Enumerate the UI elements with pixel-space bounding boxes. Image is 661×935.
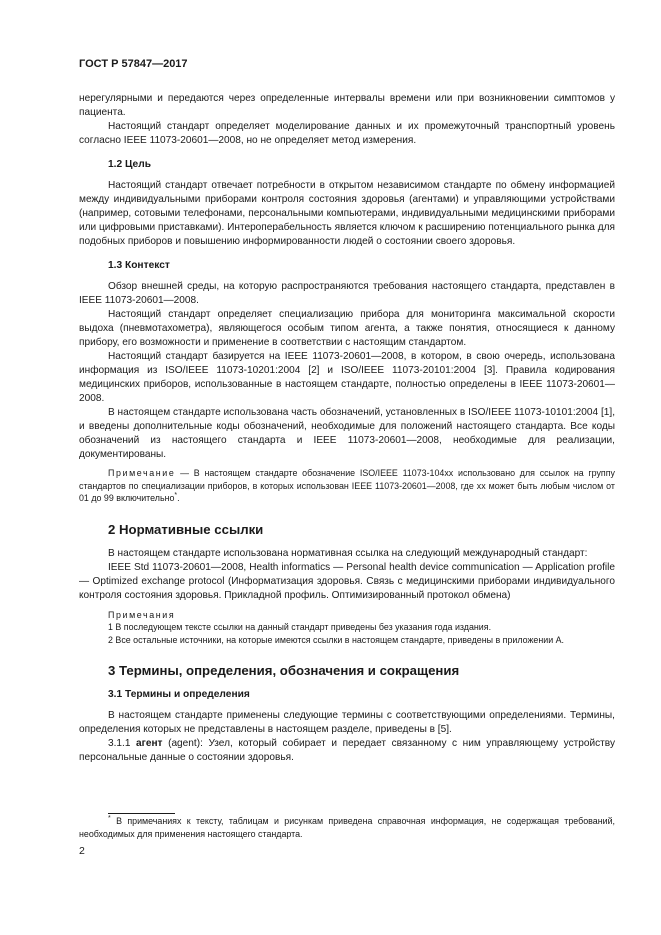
section-1-2-paragraph: Настоящий стандарт отвечает потребности в открытом независимом стандарте по обмену информацией между индивидуальными приборами контроля состояния здоровья (агентами) и управляющими устройствами (например, сотовыми телефонами, персональными компьютерами, индивидуальными медицинскими приборами или цифровыми приставками). Интероперабельность является ключом к расширению потенциального рынка для подобных приборов и повышению информированности людей о состоянии своего здоровья. [79,180,615,247]
footnote-reference-mark[interactable]: * [174,492,178,500]
footnote-mark: * [108,815,111,823]
document-page [79,58,615,765]
section-2-paragraph-1: В настоящем стандарте использована нормативная ссылка на следующий международный стандарт: [108,547,588,559]
intro-paragraph-2: Настоящий стандарт определяет моделирование данных и их промежуточный транспортный уровень согласно IEEE 11073-20601—2008, но не определяет метод измерения. [79,121,615,146]
term-number: 3.1.1 [108,738,137,749]
section-2-reference-entry: IEEE Std 11073-20601—2008, Health informatics — Personal health device communication — Application profile — Optimized exchange protocol (Информатизация здоровья. Связь с медицинскими приборами индивидуального контроля состояния здоровья. Прикладной профиль. Оптимизированный протокол обмена) [79,561,615,601]
term-name: агент [136,738,163,749]
page-number: 2 [79,845,85,857]
section-2-notes-label: Примечания [108,609,176,620]
section-3-heading: 3 Термины, определения, обозначения и сокращения [108,663,460,678]
term-definition: (agent): Узел, который собирает и передает связанному с ним управляющему устройству персональные данные о состоянии здоровья. [79,738,615,763]
section-1-2-heading: 1.2 Цель [108,159,151,170]
note-dash: — [175,468,194,478]
section-2-note-2: 2 Все остальные источники, на которые имеются ссылки в настоящем стандарте, приведены в приложении А. [108,634,565,645]
section-2-heading: 2 Нормативные ссылки [108,521,264,537]
section-1-3-heading: 1.3 Контекст [108,260,170,271]
footnote-divider [108,813,175,814]
section-1-3-note [79,467,615,505]
note-label: Примечание [108,468,176,478]
section-1-3-paragraph-2: Настоящий стандарт определяет специализацию прибора для мониторинга максимальной скорости выдоха (пневмотахометра), являющегося особым типом агента, а также понятия, относящиеся к данному прибору, его возможности и применение в соответствии с настоящим стандартом. [79,309,615,348]
note-text: В настоящем стандарте обозначение ISO/IEEE 11073-104xx использовано для ссылок на группу стандартов по специализации приборов, в которых использован IEEE 11073-20601—2008, где xx может быть любым числом от 01 до 99 включительно [79,468,615,503]
footnote [79,815,615,840]
section-2-note-1: 1 В последующем тексте ссылки на данный стандарт приведены без указания года издания. [108,622,492,632]
term-3-1-1 [79,737,615,765]
footnote-text: В примечаниях к тексту, таблицам и рисункам приведена справочная информация, не содержащая требований, необходимых для применения настоящего стандарта. [79,816,615,839]
section-3-1-paragraph: В настоящем стандарте применены следующие термины с соответствующими определениями. Термины, определения которых не представлены в настоящем разделе, приведены в [5]. [79,710,615,735]
section-1-3-paragraph-1: Обзор внешней среды, на которую распространяются требования настоящего стандарта, представлен в IEEE 11073-20601—2008. [79,281,615,306]
note-end: . [177,493,180,503]
document-header-title: ГОСТ Р 57847—2017 [79,58,188,70]
intro-paragraph-1: нерегулярными и передаются через определенные интервалы времени или при возникновении симптомов у пациента. [79,93,615,118]
section-3-1-heading: 3.1 Термины и определения [108,689,250,700]
section-1-3-paragraph-4: В настоящем стандарте использована часть обозначений, установленных в ISO/IEEE 11073-10101:2004 [1], и введены дополнительные коды обозначений, необходимые для положений настоящего стандарта. Все коды обозначений из настоящего стандарта и IEEE 11073-20601—2008, необходимые для реализации, документированы. [79,407,615,460]
section-1-3-paragraph-3: Настоящий стандарт базируется на IEEE 11073-20601—2008, в котором, в свою очередь, использована информация из ISO/IEEE 11073-10201:2004 [2] и ISO/IEEE 11073-20101:2004 [3]. Правила кодирования медицинских приборов, использованные в настоящем стандарте, полностью определены в IEEE 11073-20601—2008. [79,351,615,404]
